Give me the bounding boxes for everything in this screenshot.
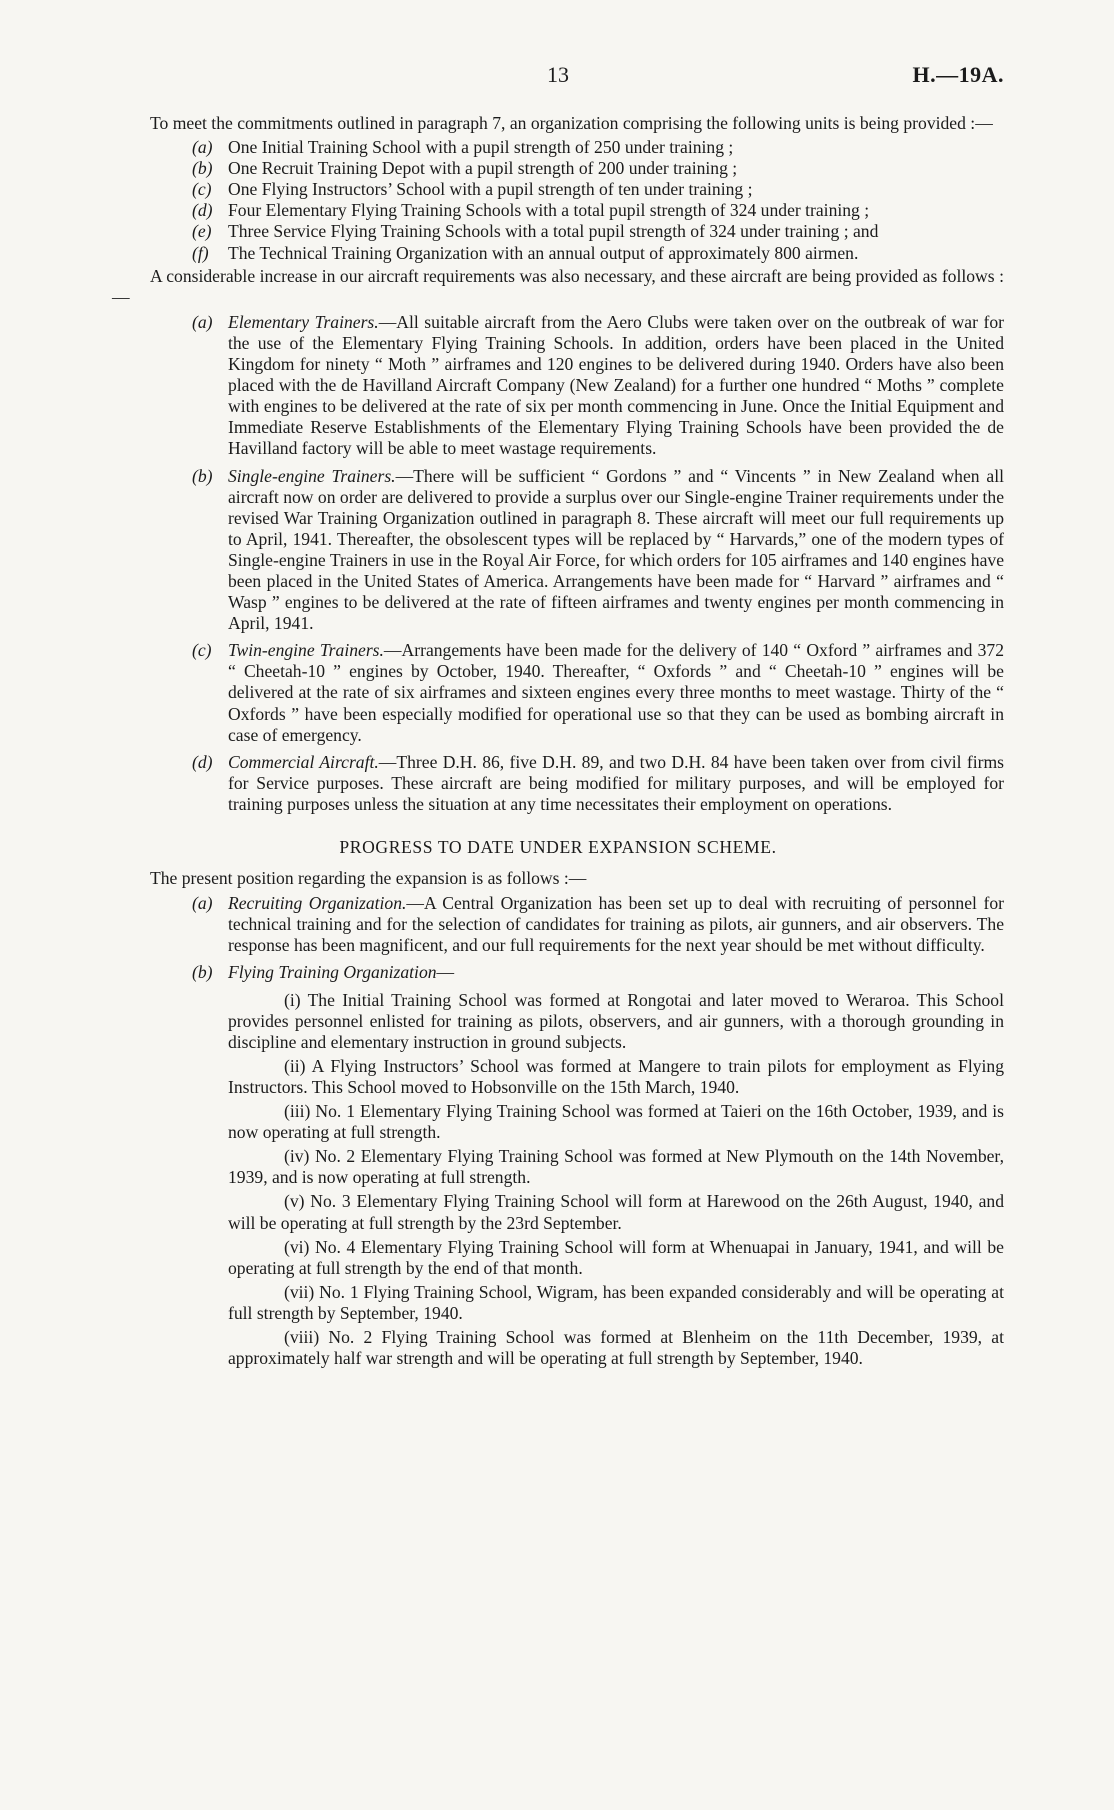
- item-lead: Recruiting Organization.: [228, 893, 407, 914]
- item-lead: Flying Training Organization: [228, 962, 437, 983]
- units-list: [112, 137, 1004, 264]
- list-item: (b) Single-engine Trainers.—There will be sufficient “ Gordons ” and “ Vincents ” in New Zealand when all aircraft now on order are delivered to provide a surplus over our Single-engine Trainer requirements under the revised War Training Organization outlined in paragraph 8. These aircraft will meet our full requirements up to April, 1941. Thereafter, the obsolescent types will be replaced by “ Harvards,” one of the modern types of Single-engine Trainers in use in the Royal Air Force, for which orders for 105 airframes and 140 engines have been placed in the United States of America. Arrangements have been made for “ Harvard ” airframes and “ Wasp ” engines to be delivered at the rate of fifteen airframes and twenty engines per month commencing in April, 1941.: [192, 465, 1004, 634]
- progress-list: [112, 893, 1004, 983]
- list-item: (d) Four Elementary Flying Training Schools with a total pupil strength of 324 under training ;: [192, 200, 870, 221]
- list-item: (a) Elementary Trainers.—All suitable aircraft from the Aero Clubs were taken over on the outbreak of war for the use of the Elementary Flying Training Schools. In addition, orders have been placed in the United Kingdom for ninety “ Moth ” airframes and 120 engines to be delivered during 1940. Orders have also been placed with the de Havilland Aircraft Company (New Zealand) for a further one hundred “ Moths ” complete with engines to be delivered at the rate of six per month commencing in June. Once the Initial Equipment and Immediate Reserve Establishments of the Elementary Flying Training Schools have been provided the de Havilland factory will be able to meet wastage requirements.: [192, 311, 1004, 459]
- list-item: (f) The Technical Training Organization with an annual output of approximately 800 airmen.: [192, 242, 859, 263]
- item-lead: Twin-engine Trainers.: [228, 640, 384, 661]
- aircraft-list: [112, 312, 1004, 815]
- list-item: (b) One Recruit Training Depot with a pupil strength of 200 under training ;: [192, 158, 738, 179]
- progress-intro: The present position regarding the expansion is as follows :—: [150, 868, 587, 889]
- flying-training-subitems: [112, 990, 1004, 1370]
- sub-item: (iii) No. 1 Elementary Flying Training School was formed at Taieri on the 16th October, 1939, and is now operating at full strength.: [228, 1101, 1004, 1143]
- sub-item: (ii) A Flying Instructors’ School was formed at Mangere to train pilots for employment as Flying Instructors. This School moved to Hobsonville on the 15th March, 1940.: [228, 1055, 1004, 1097]
- list-item: (b) Flying Training Organization—: [192, 962, 455, 983]
- aircraft-intro: A considerable increase in our aircraft requirements was also necessary, and these aircraft are being provided as follows :—: [112, 265, 1004, 307]
- sub-item: (vii) No. 1 Flying Training School, Wigram, has been expanded considerably and will be operating at full strength by September, 1940.: [228, 1281, 1004, 1323]
- page-header: [112, 62, 1004, 92]
- list-item: (c) Twin-engine Trainers.—Arrangements have been made for the delivery of 140 “ Oxford ” airframes and 372 “ Cheetah-10 ” engines by October, 1940. Thereafter, “ Oxfords ” and “ Cheetah-10 ” engines will be delivered at the rate of six airframes and sixteen engines every three months to meet wastage. Thirty of the “ Oxfords ” have been especially modified for operational use so that they can be used as bombing aircraft in case of emergency.: [192, 640, 1004, 745]
- sub-item: (iv) No. 2 Elementary Flying Training School was formed at New Plymouth on the 14th November, 1939, and is now operating at full strength.: [228, 1146, 1004, 1188]
- item-lead: Single-engine Trainers.: [228, 465, 396, 486]
- list-item: (a) One Initial Training School with a pupil strength of 250 under training ;: [192, 137, 734, 158]
- section-heading: PROGRESS TO DATE UNDER EXPANSION SCHEME.: [339, 837, 777, 857]
- sub-item: (viii) No. 2 Flying Training School was formed at Blenheim on the 11th December, 1939, at approximately half war strength and will be operating at full strength by September, 1940.: [228, 1326, 1004, 1369]
- units-intro: To meet the commitments outlined in paragraph 7, an organization comprising the following units is being provided :—: [150, 113, 993, 133]
- page-number: 13: [547, 62, 569, 87]
- list-item: (d) Commercial Aircraft.—Three D.H. 86, five D.H. 89, and two D.H. 84 have been taken over from civil firms for Service purposes. These aircraft are being modified for military purposes, and will be employed for training purposes unless the situation at any time necessitates their employment on operations.: [192, 751, 1004, 814]
- list-item: (e) Three Service Flying Training Schools with a total pupil strength of 324 under training ; and: [192, 221, 879, 242]
- sub-item: (i) The Initial Training School was formed at Rongotai and later moved to Weraroa. This School provides personnel enlisted for training as pilots, observers, and air gunners, with a thorough grounding in discipline and elementary instruction in ground subjects.: [228, 989, 1004, 1052]
- item-lead: Elementary Trainers.: [228, 311, 379, 332]
- list-item: (a) Recruiting Organization.—A Central Organization has been set up to deal with recruiting of personnel for technical training and for the selection of candidates for training as pilots, air gunners, and air observers. The response has been magnificent, and our full requirements for the next year should be met without difficulty.: [192, 893, 1004, 956]
- document-body: [112, 113, 1004, 1372]
- item-lead: Commercial Aircraft.: [228, 751, 379, 772]
- sub-item: (vi) No. 4 Elementary Flying Training School will form at Whenuapai in January, 1941, and will be operating at full strength by the end of that month.: [228, 1236, 1004, 1278]
- sub-item: (v) No. 3 Elementary Flying Training School will form at Harewood on the 26th August, 1940, and will be operating at full strength by the 23rd September.: [228, 1191, 1004, 1233]
- list-item: (c) One Flying Instructors’ School with a pupil strength of ten under training ;: [192, 179, 753, 200]
- document-reference: H.—19A.: [912, 62, 1004, 87]
